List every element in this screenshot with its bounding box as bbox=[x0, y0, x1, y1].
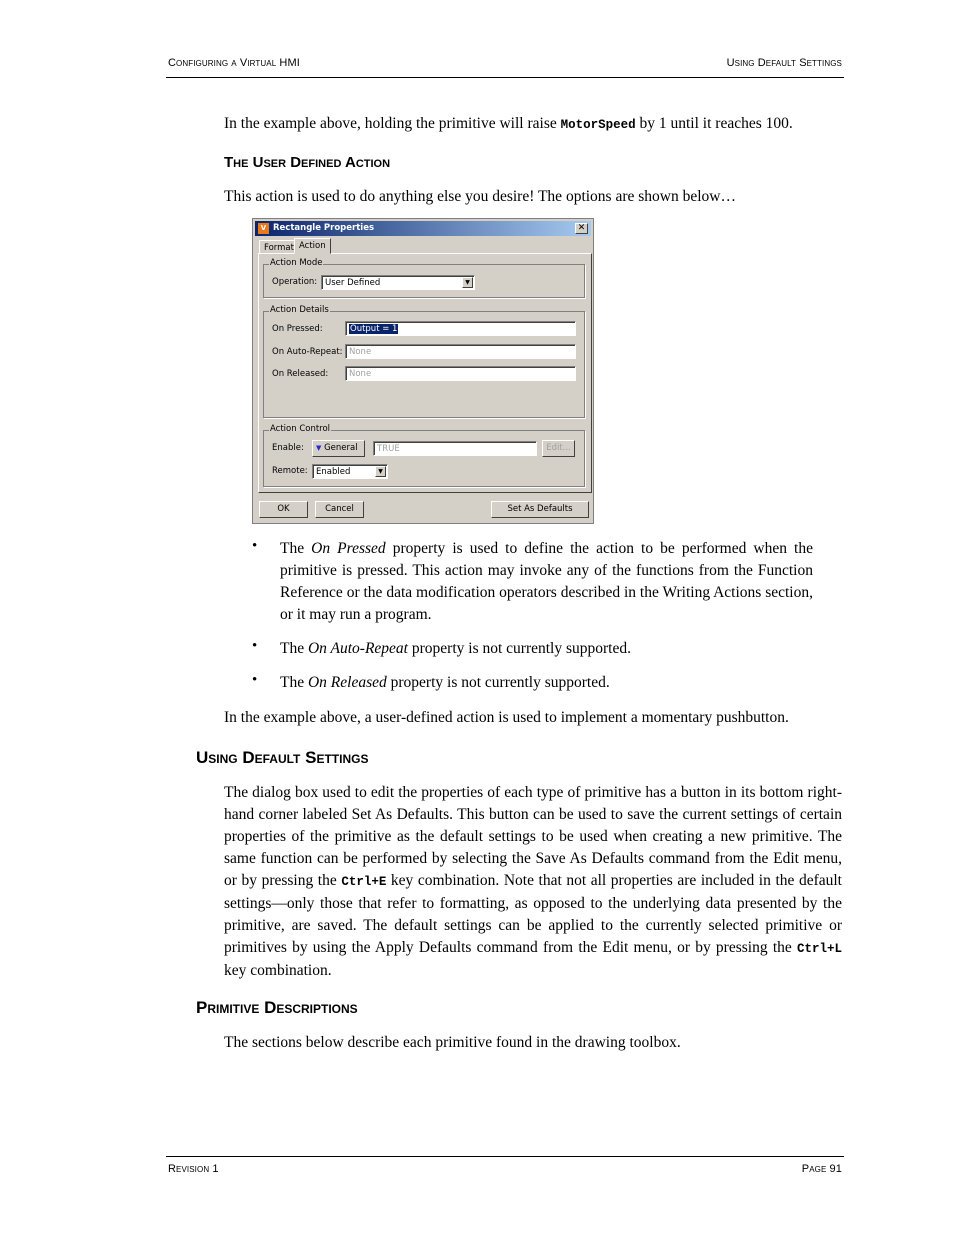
chevron-down-icon[interactable]: ▼ bbox=[462, 277, 473, 288]
default-settings-paragraph: The dialog box used to edit the properties of each type of primitive has a button in its bottom right-hand corner labeled Set As Defaults. This button can be used to save the current settings of certain properties of the primitive as the default settings to be used when creating a new primitive. The same function can be performed by selecting the Save As Defaults command from the Edit menu, or by pressing the Ctrl+E key combination. Note that not all properties are included in the default settings—only those that refer to formatting, as opposed to the underlying data presented by the primitive, are saved. The default settings can be applied to the currently selected primitive or primitives by using the Apply Defaults command from the Edit menu, or by pressing the Ctrl+L key combination. bbox=[224, 784, 842, 979]
on-auto-repeat-input[interactable]: None bbox=[345, 344, 576, 359]
triangle-down-icon: ▼ bbox=[316, 444, 322, 452]
code-ctrl-l: Ctrl+L bbox=[796, 942, 842, 956]
on-pressed-input[interactable]: Output = 1 bbox=[345, 321, 576, 336]
on-auto-repeat-label: On Auto-Repeat: bbox=[272, 347, 343, 357]
operation-label: Operation: bbox=[272, 277, 318, 287]
footer-rule bbox=[166, 1156, 844, 1157]
remote-select[interactable]: Enabled ▼ bbox=[312, 464, 388, 479]
action-mode-legend: Action Mode bbox=[270, 258, 323, 268]
operation-select[interactable]: User Defined ▼ bbox=[321, 275, 475, 290]
bullet-on-released: The On Released property is not currently supported. bbox=[280, 674, 610, 691]
running-header-right: Using Default Settings bbox=[726, 57, 842, 69]
enable-expression-input[interactable]: TRUE bbox=[373, 441, 537, 456]
close-icon[interactable]: ✕ bbox=[575, 223, 588, 234]
rectangle-properties-dialog bbox=[252, 218, 594, 524]
bullet-on-pressed: The On Pressed property is used to define the action to be performed when the primitive is pressed. This action may invoke any of the functions from the Function Reference or the data modification operators described in the Writing Actions section, or it may run a program. bbox=[280, 540, 813, 623]
bullet-marker: • bbox=[252, 538, 258, 554]
action-control-legend: Action Control bbox=[270, 424, 331, 434]
chevron-down-icon[interactable]: ▼ bbox=[375, 466, 386, 477]
tab-action[interactable]: Action bbox=[294, 238, 331, 254]
set-as-defaults-button[interactable]: Set As Defaults bbox=[491, 501, 589, 518]
on-released-input[interactable]: None bbox=[345, 366, 576, 381]
bullet-marker: • bbox=[252, 672, 258, 688]
header-rule bbox=[166, 77, 844, 78]
app-icon: V bbox=[258, 223, 269, 234]
code-ctrl-e: Ctrl+E bbox=[341, 875, 387, 889]
primitive-descriptions-lead: The sections below describe each primitive found in the drawing toolbox. bbox=[224, 1034, 681, 1051]
ok-button[interactable]: OK bbox=[259, 501, 308, 518]
running-header-left: Configuring a Virtual HMI bbox=[168, 57, 300, 69]
cancel-button[interactable]: Cancel bbox=[315, 501, 364, 518]
bullet-marker: • bbox=[252, 638, 258, 654]
heading-using-default-settings: Using Default Settings bbox=[196, 748, 369, 767]
dialog-titlebar bbox=[255, 221, 591, 236]
on-pressed-label: On Pressed: bbox=[272, 324, 323, 334]
enable-label: Enable: bbox=[272, 443, 304, 453]
action-details-legend: Action Details bbox=[270, 305, 329, 315]
tab-format[interactable]: Format bbox=[259, 240, 299, 253]
footer-left: Revision 1 bbox=[168, 1163, 219, 1175]
user-defined-lead: This action is used to do anything else you desire! The options are shown below… bbox=[224, 188, 736, 205]
heading-primitive-descriptions: Primitive Descriptions bbox=[196, 998, 358, 1017]
remote-label: Remote: bbox=[272, 466, 308, 476]
footer-right: Page 91 bbox=[801, 1163, 842, 1175]
action-details-group bbox=[263, 305, 585, 418]
bullet-on-auto-repeat: The On Auto-Repeat property is not currently supported. bbox=[280, 640, 631, 657]
edit-button[interactable]: Edit... bbox=[542, 440, 575, 457]
closing-paragraph: In the example above, a user-defined action is used to implement a momentary pushbutton. bbox=[224, 709, 789, 726]
action-control-group bbox=[263, 424, 585, 487]
on-released-label: On Released: bbox=[272, 369, 329, 379]
action-tab-panel bbox=[258, 253, 592, 493]
code-motorspeed: MotorSpeed bbox=[560, 118, 636, 132]
enable-mode-button[interactable]: ▼ General bbox=[312, 440, 365, 457]
heading-user-defined-action: The User Defined Action bbox=[224, 154, 391, 171]
dialog-title: Rectangle Properties bbox=[273, 223, 375, 233]
action-mode-group bbox=[263, 258, 585, 298]
intro-paragraph: In the example above, holding the primitive will raise MotorSpeed by 1 until it reaches 100. bbox=[224, 115, 793, 132]
